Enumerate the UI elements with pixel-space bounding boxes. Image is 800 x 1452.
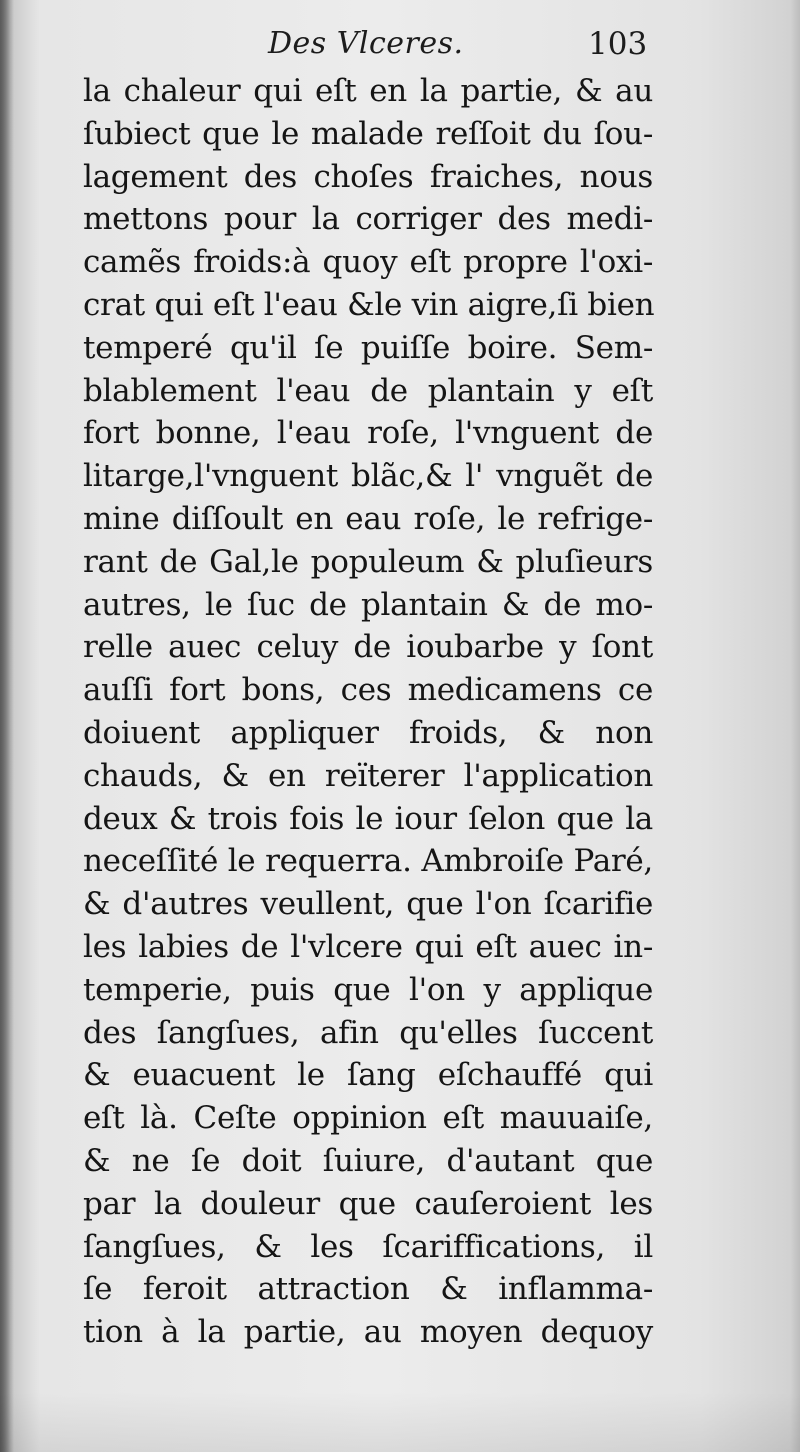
text-line: deux & trois fois le iour ſelon que la (83, 800, 653, 837)
text-line: tion à la partie, au moyen dequoy (83, 1314, 653, 1351)
text-line: mettons pour la corriger des medi- (83, 201, 653, 238)
text-line: camẽs froids:à quoy eſt propre l'oxi- (83, 244, 653, 281)
text-line: ſubiect que le malade reſſoit du ſou- (83, 115, 653, 152)
text-line: eſt là. Ceſte oppinion eſt mauuaiſe, (83, 1100, 653, 1137)
page-number: 103 (588, 26, 648, 62)
text-line: chauds, & en reïterer l'application (83, 757, 653, 794)
text-line: crat qui eſt l'eau &le vin aigre,ſi bien (83, 286, 655, 323)
text-line: les labies de l'vlcere qui eſt auec in- (83, 928, 653, 965)
text-line: autres, le ſuc de plantain & de mo- (83, 586, 653, 623)
text-line: auſſi fort bons, ces medicamens ce (83, 672, 653, 709)
body-text (83, 70, 653, 1354)
text-line: temperie, puis que l'on y applique (83, 971, 653, 1008)
text-line: lagement des choſes fraiches, nous (83, 158, 653, 195)
text-line: ſe feroit attraction & inflamma- (83, 1271, 653, 1308)
text-line: relle auec celuy de ioubarbe y ſont (83, 629, 653, 666)
gutter-shadow (0, 0, 14, 1452)
text-line: & d'autres veullent, que l'on ſcarifie (83, 886, 653, 923)
text-line: litarge,l'vnguent blãc,& l' vnguẽt de (83, 458, 653, 495)
text-line: ſangſues, & les ſcariffications, il (83, 1228, 653, 1265)
text-line: & ne ſe doit ſuiure, d'autant que (83, 1142, 653, 1179)
text-line: fort bonne, l'eau roſe, l'vnguent de (83, 415, 653, 452)
text-line: mine diſſoult en eau roſe, le refrige- (83, 500, 653, 537)
text-line: rant de Gal,le populeum & pluſieurs (83, 543, 653, 580)
text-line: doiuent appliquer froids, & non (83, 714, 653, 751)
running-head: Des Vlceres. (268, 26, 464, 61)
text-line: la chaleur qui eſt en la partie, & au (83, 73, 653, 109)
text-line: des ſangſues, afin qu'elles ſuccent (83, 1014, 653, 1051)
text-line: blablement l'eau de plantain y eſt (83, 372, 653, 409)
text-line: par la douleur que cauſeroient les (83, 1185, 653, 1222)
paper-shade (0, 1392, 800, 1452)
text-line: & euacuent le ſang eſchauffé qui (83, 1057, 653, 1094)
text-line: neceſſité le requerra. Ambroiſe Paré, (83, 843, 653, 880)
text-line: temperé qu'il ſe puiſſe boire. Sem- (83, 329, 653, 366)
